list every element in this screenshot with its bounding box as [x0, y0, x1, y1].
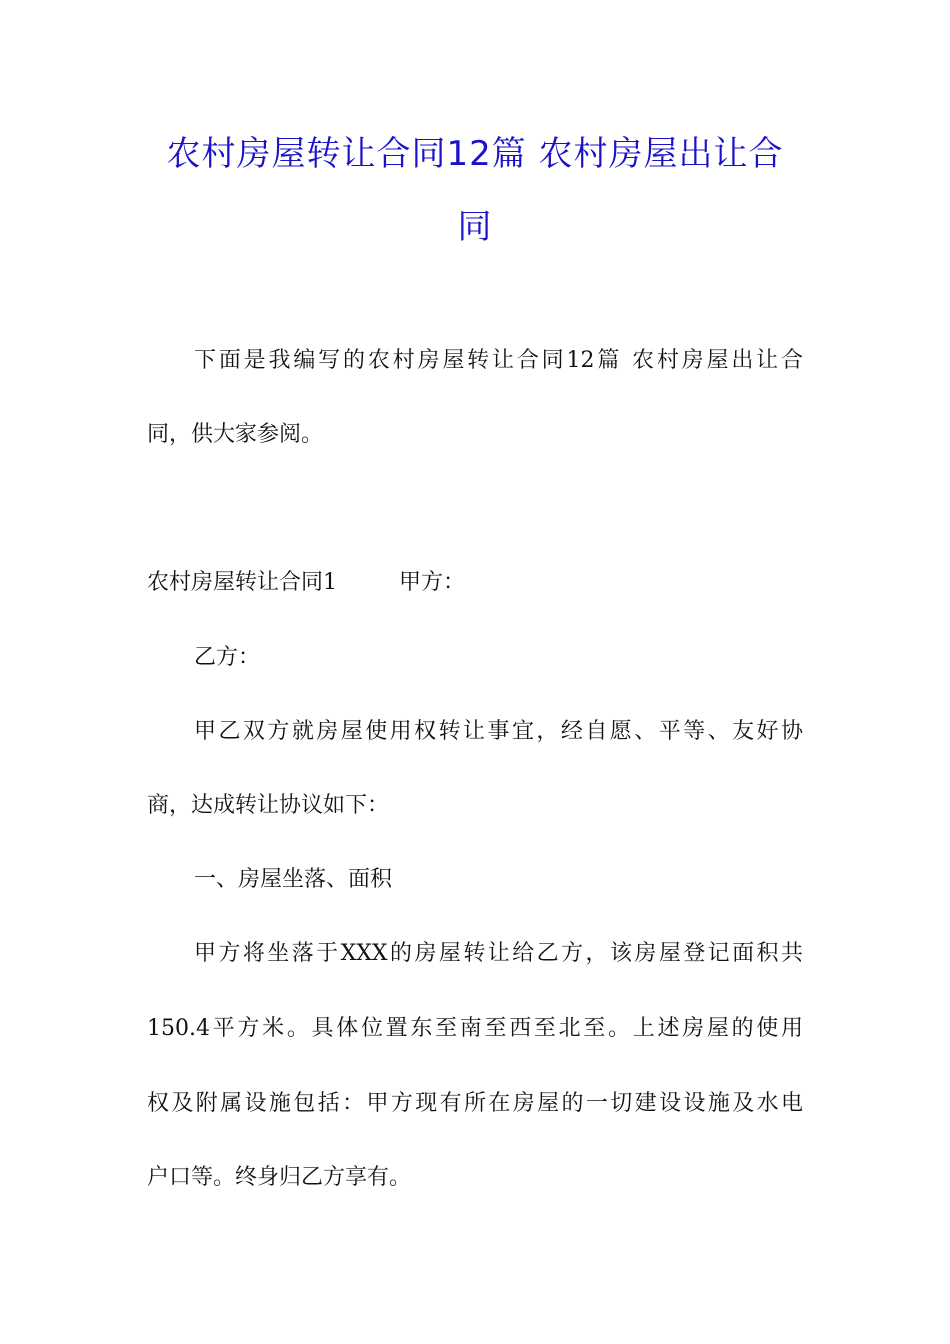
contract-heading: 农村房屋转让合同1 [147, 570, 337, 595]
preamble-line-1: 甲乙双方就房屋使用权转让事宜，经自愿、平等、友好协 [194, 719, 803, 744]
preamble-line-2: 商，达成转让协议如下： [147, 793, 390, 818]
section-1-heading: 一、房屋坐落、面积 [194, 867, 393, 892]
section-1-line-4: 户口等。终身归乙方享有。 [147, 1165, 412, 1190]
party-b-label: 乙方： [194, 645, 261, 670]
contract-heading-row [147, 567, 465, 599]
document-title-line-1: 农村房屋转让合同12篇 农村房屋出让合 [166, 134, 784, 174]
intro-line-1: 下面是我编写的农村房屋转让合同12篇 农村房屋出让合 [194, 348, 803, 373]
party-a-label: 甲方： [399, 570, 466, 595]
section-1-line-1: 甲方将坐落于XXX的房屋转让给乙方，该房屋登记面积共 [194, 941, 803, 966]
document-title-line-2: 同 [457, 207, 493, 247]
intro-line-2: 同，供大家参阅。 [147, 422, 324, 447]
section-1-line-3: 权及附属设施包括：甲方现有所在房屋的一切建设设施及水电 [147, 1091, 803, 1116]
section-1-line-2: 150.4平方米。具体位置东至南至西至北至。上述房屋的使用 [147, 1016, 803, 1041]
